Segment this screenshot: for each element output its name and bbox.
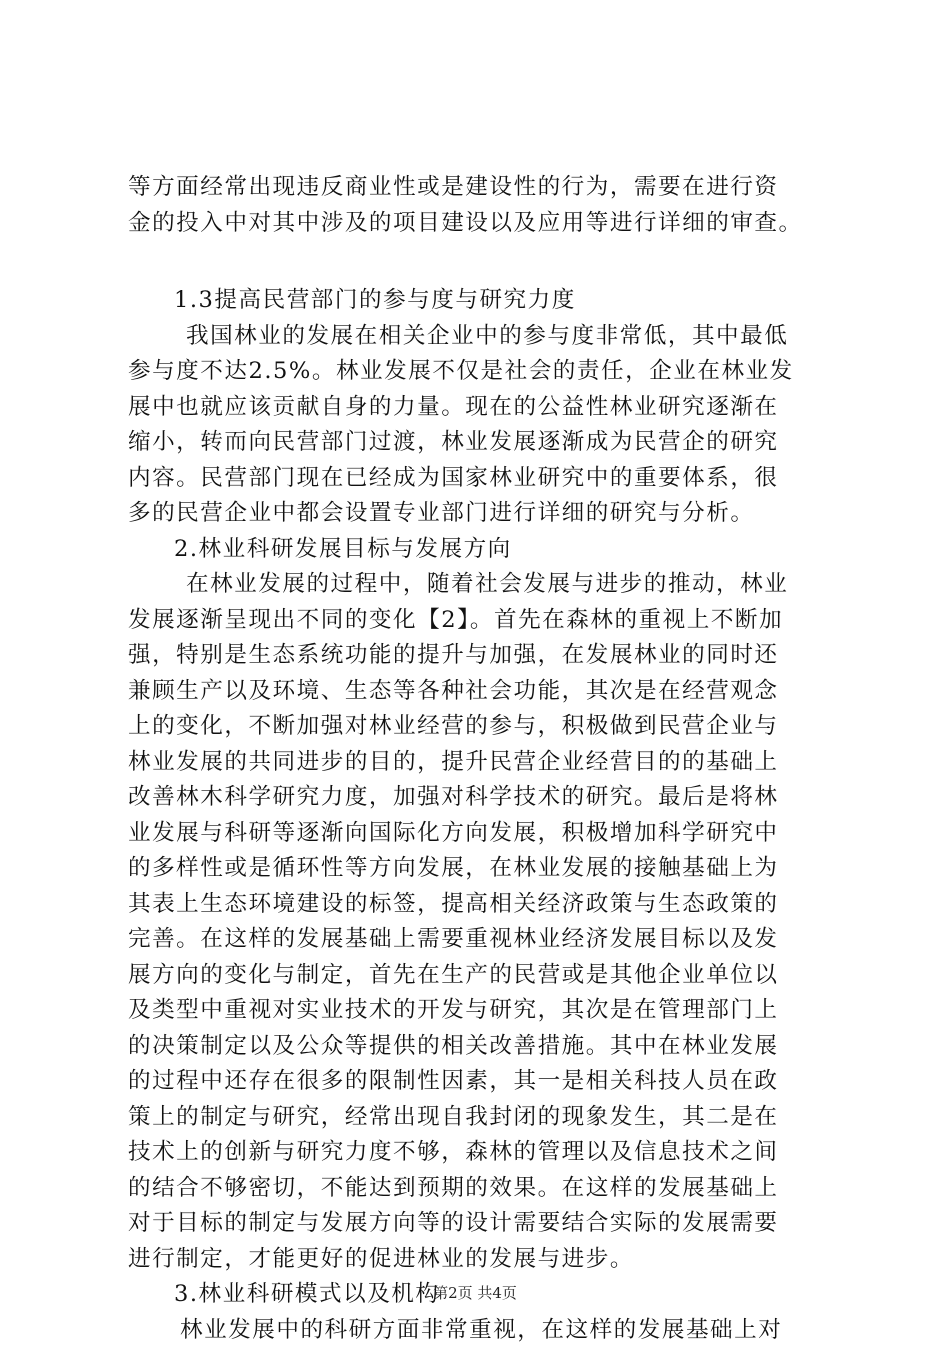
paragraph-line: 改善林木科学研究力度，加强对科学技术的研究。最后是将林 [128, 780, 828, 816]
section-heading-2: 2.林业科研发展目标与发展方向 [128, 532, 828, 568]
paragraph-line: 强，特别是生态系统功能的提升与加强，在发展林业的同时还 [128, 638, 828, 674]
paragraph-line: 在林业发展的过程中，随着社会发展与进步的推动，林业 [128, 567, 828, 603]
paragraph-line: 及类型中重视对实业技术的开发与研究，其次是在管理部门上 [128, 993, 828, 1029]
paragraph-line: 展方向的变化与制定，首先在生产的民营或是其他企业单位以 [128, 958, 828, 994]
paragraph-line: 林业发展中的科研方面非常重视，在这样的发展基础上对 [128, 1313, 828, 1348]
paragraph-line: 我国林业的发展在相关企业中的参与度非常低，其中最低 [128, 319, 828, 355]
paragraph-line: 完善。在这样的发展基础上需要重视林业经济发展目标以及发 [128, 922, 828, 958]
paragraph-line: 展中也就应该贡献自身的力量。现在的公益性林业研究逐渐在 [128, 390, 828, 426]
paragraph-line: 等方面经常出现违反商业性或是建设性的行为，需要在进行资 [128, 170, 828, 206]
paragraph-line: 的决策制定以及公众等提供的相关改善措施。其中在林业发展 [128, 1029, 828, 1065]
document-body [128, 170, 828, 1348]
paragraph-line: 其表上生态环境建设的标签，提高相关经济政策与生态政策的 [128, 887, 828, 923]
paragraph-line: 的过程中还存在很多的限制性因素，其一是相关科技人员在政 [128, 1064, 828, 1100]
page-number-footer: 第2页 共4页 [0, 1282, 950, 1303]
paragraph-line: 策上的制定与研究，经常出现自我封闭的现象发生，其二是在 [128, 1100, 828, 1136]
section-heading-3: 3.林业科研模式以及机构 [128, 1277, 828, 1313]
paragraph-line: 业发展与科研等逐渐向国际化方向发展，积极增加科学研究中 [128, 816, 828, 852]
paragraph-line: 的多样性或是循环性等方向发展，在林业发展的接触基础上为 [128, 851, 828, 887]
paragraph-line: 进行制定，才能更好的促进林业的发展与进步。 [128, 1242, 828, 1278]
paragraph-line: 多的民营企业中都会设置专业部门进行详细的研究与分析。 [128, 496, 828, 532]
paragraph-line: 发展逐渐呈现出不同的变化【2】。首先在森林的重视上不断加 [128, 603, 828, 639]
paragraph-gap [128, 241, 828, 283]
paragraph-line: 的结合不够密切，不能达到预期的效果。在这样的发展基础上 [128, 1171, 828, 1207]
paragraph-line: 缩小，转而向民营部门过渡，林业发展逐渐成为民营企的研究 [128, 425, 828, 461]
paragraph-line: 对于目标的制定与发展方向等的设计需要结合实际的发展需要 [128, 1206, 828, 1242]
paragraph-line: 参与度不达2.5%。林业发展不仅是社会的责任，企业在林业发 [128, 354, 828, 390]
paragraph-line: 内容。民营部门现在已经成为国家林业研究中的重要体系，很 [128, 461, 828, 497]
paragraph-line: 上的变化，不断加强对林业经营的参与，积极做到民营企业与 [128, 709, 828, 745]
paragraph-line: 金的投入中对其中涉及的项目建设以及应用等进行详细的审查。 [128, 206, 828, 242]
paragraph-line: 林业发展的共同进步的目的，提升民营企业经营目的的基础上 [128, 745, 828, 781]
paragraph-line: 兼顾生产以及环境、生态等各种社会功能，其次是在经营观念 [128, 674, 828, 710]
section-heading-1-3: 1.3提高民营部门的参与度与研究力度 [128, 283, 828, 319]
paragraph-line: 技术上的创新与研究力度不够，森林的管理以及信息技术之间 [128, 1135, 828, 1171]
